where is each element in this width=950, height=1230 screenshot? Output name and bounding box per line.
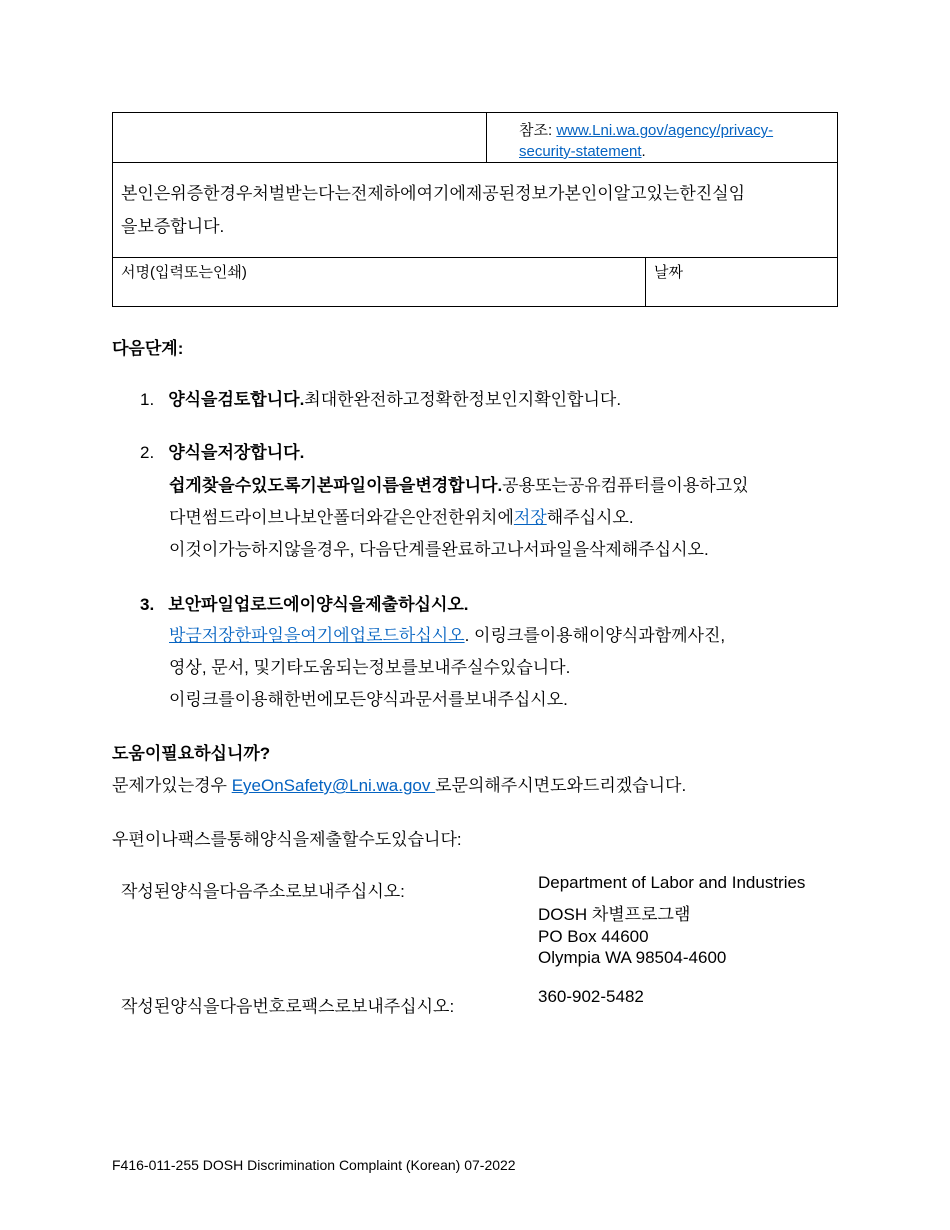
step-number: 3. xyxy=(140,595,155,614)
step-subtitle: 쉽게찾을수있도록기본파일이름을변경합니다. xyxy=(169,476,503,495)
step-text: 이링크를이용해한번에모든양식과문서를보내주십시오. xyxy=(169,690,568,709)
address-line: Olympia WA 98504-4600 xyxy=(538,948,727,967)
save-link[interactable]: 저장 xyxy=(513,508,547,527)
address-line: PO Box 44600 xyxy=(538,927,649,946)
step-number: 2. xyxy=(140,443,155,462)
upload-link[interactable]: 방금저장한파일을여기에업로드하십시오 xyxy=(169,626,465,645)
signature-label: 서명(입력또는인쇄) xyxy=(121,264,247,281)
step-text: 최대한완전하고정확한정보인지확인합니다. xyxy=(304,390,622,409)
address-line: DOSH 차별프로그램 xyxy=(538,905,691,924)
reference-label: 참조: xyxy=(519,122,557,139)
step-text: . 이링크를이용해이양식과함께사진, xyxy=(464,626,726,645)
certification-text-2: 을보증합니다. xyxy=(121,217,225,236)
privacy-link[interactable]: www.Lni.wa.gov/agency/privacy- xyxy=(556,122,774,139)
mail-fax-intro: 우편이나팩스를통해양식을제출할수도있습니다: xyxy=(112,830,462,849)
form-footer: F416-011-255 DOSH Discrimination Complaint (Korean) 07-2022 xyxy=(112,1157,516,1173)
fax-number: 360-902-5482 xyxy=(538,987,644,1006)
step-number: 1. xyxy=(140,390,155,409)
step-text: 이것이가능하지않을경우, 다음단계를완료하고나서파일을삭제해주십시오. xyxy=(169,540,709,559)
step-2 xyxy=(140,438,304,463)
period: . xyxy=(641,143,646,160)
step-title: 양식을저장합니다. xyxy=(168,443,305,462)
step-title: 양식을검토합니다. xyxy=(168,390,305,409)
help-text: 로문의해주시면도와드리겠습니다. xyxy=(435,776,687,795)
help-heading: 도움이필요하십니까? xyxy=(112,744,271,763)
blank-cell xyxy=(112,112,487,163)
mail-label: 작성된양식을다음주소로보내주십시오: xyxy=(121,882,405,901)
step-3 xyxy=(140,590,469,615)
step-1 xyxy=(140,385,621,410)
step-title: 보안파일업로드에이양식을제출하십시오. xyxy=(168,595,469,614)
date-label: 날짜 xyxy=(654,264,683,281)
certification-text: 본인은위증한경우처벌받는다는전제하에여기에제공된정보가본인이알고있는한진실임 xyxy=(121,184,746,203)
certification-cell xyxy=(112,162,838,258)
step-text: 영상, 문서, 및기타도움되는정보를보내주실수있습니다. xyxy=(169,658,571,677)
email-link[interactable]: EyeOnSafety@Lni.wa.gov xyxy=(231,776,436,795)
help-text: 문제가있는경우 xyxy=(112,776,232,795)
step-text: 공용또는공유컴퓨터를이용하고있 xyxy=(502,476,749,495)
step-text: 해주십시오. xyxy=(546,508,634,527)
address-line: Department of Labor and Industries xyxy=(538,873,806,892)
fax-label: 작성된양식을다음번호로팩스로보내주십시오: xyxy=(121,997,455,1016)
next-steps-heading: 다음단계: xyxy=(112,339,184,358)
step-text: 다면썸드라이브나보안폴더와같은안전한위치에 xyxy=(169,508,514,527)
privacy-link-cont[interactable]: security-statement xyxy=(519,143,642,160)
